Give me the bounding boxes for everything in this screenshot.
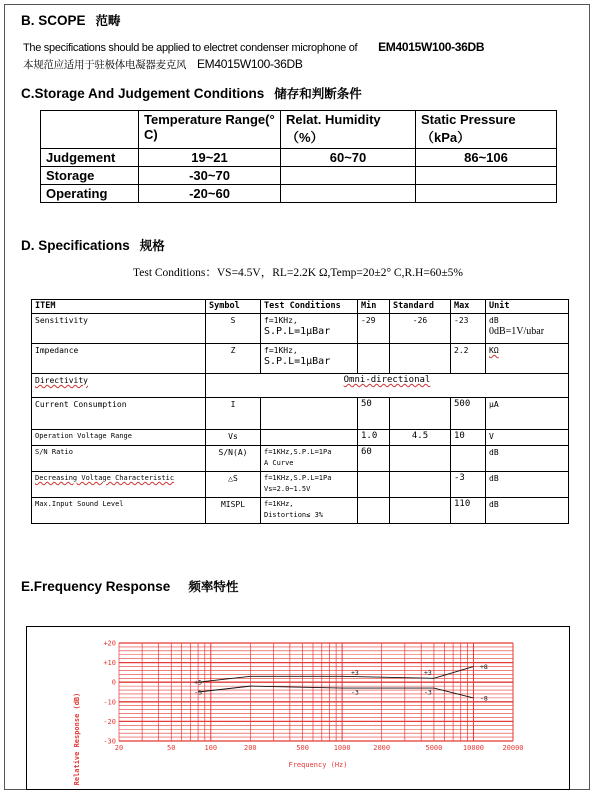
spec-max: -23 bbox=[451, 314, 486, 344]
response-limit-line bbox=[198, 686, 473, 698]
limit-annotation: +3 bbox=[350, 668, 359, 677]
specs-row-directivity bbox=[32, 374, 569, 398]
storage-header-humidity: Relat. Humidity（%） bbox=[281, 111, 416, 149]
spec-cond-1: f=1KHz, bbox=[264, 346, 298, 355]
spec-max: 110 bbox=[451, 498, 486, 524]
spec-unit-2: 0dB=1V/ubar bbox=[489, 326, 545, 337]
limit-annotation: +5 bbox=[194, 678, 202, 687]
y-tick-label: +10 bbox=[103, 659, 116, 668]
storage-heading bbox=[21, 84, 362, 102]
specs-row-impedance bbox=[32, 344, 569, 374]
specs-row-current bbox=[32, 398, 569, 430]
limit-annotation: +3 bbox=[424, 668, 432, 677]
spec-unit: dB bbox=[486, 446, 569, 472]
specs-header-item: ITEM bbox=[32, 300, 206, 314]
spec-standard bbox=[390, 446, 451, 472]
spec-conditions bbox=[261, 430, 358, 446]
scope-text-en: The specifications should be applied to electret condenser microphone of bbox=[23, 42, 358, 54]
frequency-response-chart bbox=[27, 627, 569, 789]
spec-max bbox=[451, 446, 486, 472]
y-axis-label: Relative Response (dB) bbox=[73, 692, 81, 786]
specs-heading-text: D. Specifications bbox=[21, 238, 130, 253]
limit-annotation: -5 bbox=[194, 688, 202, 697]
freq-heading-cn: 频率特性 bbox=[188, 579, 239, 594]
spec-conditions bbox=[261, 446, 358, 472]
storage-temperature: -30~70 bbox=[139, 167, 281, 185]
spec-conditions bbox=[261, 472, 358, 498]
storage-temperature: -20~60 bbox=[139, 185, 281, 203]
limit-annotation: -3 bbox=[350, 688, 359, 697]
spec-cond-2: Vs=2.0~1.5V bbox=[264, 485, 311, 493]
spec-min: -29 bbox=[358, 314, 390, 344]
spec-cond-2: Distortion≤ 3% bbox=[264, 511, 324, 519]
x-axis-label: Frequency (Hz) bbox=[288, 761, 348, 769]
spec-standard bbox=[390, 398, 451, 430]
storage-pressure: 86~106 bbox=[416, 149, 557, 167]
spec-merged-text: Omni-directional bbox=[343, 375, 431, 385]
spec-item: Current Consumption bbox=[32, 398, 206, 430]
specs-header-row bbox=[32, 300, 569, 314]
spec-standard bbox=[390, 498, 451, 524]
spec-conditions bbox=[261, 314, 358, 344]
spec-unit bbox=[486, 314, 569, 344]
specs-heading-cn: 规格 bbox=[139, 238, 165, 253]
specs-table bbox=[31, 299, 569, 524]
spec-cond-2: S.P.L=1μBar bbox=[264, 326, 331, 337]
spec-item: Operation Voltage Range bbox=[32, 430, 206, 446]
storage-row-storage bbox=[41, 167, 557, 185]
specs-header-conditions: Test Conditions bbox=[261, 300, 358, 314]
spec-item bbox=[32, 472, 206, 498]
scope-text-cn: 本规范应适用于驻极体电凝器麦克风 bbox=[23, 59, 187, 71]
spec-min bbox=[358, 498, 390, 524]
scope-model-en: EM4015W100-36DB bbox=[378, 40, 485, 54]
storage-label: Operating bbox=[41, 185, 139, 203]
spec-unit bbox=[486, 344, 569, 374]
specs-header-max: Max bbox=[451, 300, 486, 314]
spec-cond-2: A Curve bbox=[264, 459, 294, 467]
storage-heading-text: C.Storage And Judgement Conditions bbox=[21, 86, 265, 101]
y-tick-label: -20 bbox=[103, 717, 116, 726]
specs-row-sn bbox=[32, 446, 569, 472]
spec-max: -3 bbox=[451, 472, 486, 498]
frequency-chart-box bbox=[26, 626, 570, 790]
specs-header-standard: Standard bbox=[390, 300, 451, 314]
spec-item: Impedance bbox=[32, 344, 206, 374]
specs-header-min: Min bbox=[358, 300, 390, 314]
freq-heading bbox=[21, 577, 238, 595]
test-conditions: Test Conditions：VS=4.5V，RL=2.2K Ω,Temp=20±2° C,R.H=60±5% bbox=[133, 267, 463, 279]
spec-item: Sensitivity bbox=[32, 314, 206, 344]
limit-annotation: -8 bbox=[479, 694, 488, 703]
x-tick-label: 1000 bbox=[333, 744, 351, 752]
x-tick-label: 500 bbox=[296, 744, 309, 752]
y-tick-label: +20 bbox=[103, 639, 116, 648]
storage-label: Judgement bbox=[41, 149, 139, 167]
scope-heading-cn: 范畴 bbox=[95, 13, 121, 28]
spec-cond-1: f=1KHz, bbox=[264, 500, 294, 508]
spec-standard bbox=[390, 472, 451, 498]
y-tick-label: -30 bbox=[103, 737, 116, 746]
limit-annotation: -3 bbox=[424, 688, 432, 697]
spec-symbol: MISPL bbox=[206, 498, 261, 524]
specs-header-unit: Unit bbox=[486, 300, 569, 314]
spec-unit-1: dB bbox=[489, 316, 499, 325]
storage-header-temperature: Temperature Range(° C) bbox=[139, 111, 281, 149]
spec-item bbox=[32, 374, 206, 398]
limit-annotation: +8 bbox=[479, 663, 488, 672]
storage-table bbox=[40, 110, 557, 203]
spec-cond-1: f=1KHz,S.P.L=1Pa bbox=[264, 448, 332, 456]
spec-item-text: Directivity bbox=[35, 376, 88, 385]
storage-label: Storage bbox=[41, 167, 139, 185]
spec-unit-1: KΩ bbox=[489, 346, 499, 355]
spec-item: S/N Ratio bbox=[32, 446, 206, 472]
storage-pressure bbox=[416, 185, 557, 203]
spec-unit: μA bbox=[486, 398, 569, 430]
spec-merged bbox=[206, 374, 569, 398]
x-tick-label: 2000 bbox=[373, 744, 391, 752]
x-tick-label: 100 bbox=[204, 744, 218, 752]
spec-symbol: △S bbox=[206, 472, 261, 498]
specs-heading bbox=[21, 236, 165, 254]
spec-unit: dB bbox=[486, 472, 569, 498]
scope-model-cn: EM4015W100-36DB bbox=[196, 57, 303, 71]
scope-heading bbox=[21, 11, 121, 29]
storage-header-pressure: Static Pressure（kPa） bbox=[416, 111, 557, 149]
x-tick-label: 20 bbox=[114, 744, 124, 752]
x-tick-label: 200 bbox=[244, 744, 257, 752]
spec-item: Max.Input Sound Level bbox=[32, 498, 206, 524]
chart-grid bbox=[119, 643, 513, 741]
storage-temperature: 19~21 bbox=[139, 149, 281, 167]
storage-row-judgement bbox=[41, 149, 557, 167]
spec-cond-2: S.P.L=1μBar bbox=[264, 356, 331, 367]
spec-conditions bbox=[261, 344, 358, 374]
storage-header-row bbox=[41, 111, 557, 149]
spec-min bbox=[358, 344, 390, 374]
scope-line-cn bbox=[23, 57, 303, 72]
storage-heading-cn: 储存和判断条件 bbox=[274, 86, 362, 101]
spec-standard: 4.5 bbox=[390, 430, 451, 446]
spec-item-text: Decreasing Voltage Characteristic bbox=[35, 474, 175, 482]
spec-symbol: Vs bbox=[206, 430, 261, 446]
specs-row-max-input bbox=[32, 498, 569, 524]
storage-header-blank bbox=[41, 111, 139, 149]
spec-standard: -26 bbox=[390, 314, 451, 344]
spec-standard bbox=[390, 344, 451, 374]
specs-row-sensitivity bbox=[32, 314, 569, 344]
specs-row-decreasing bbox=[32, 472, 569, 498]
spec-min: 60 bbox=[358, 446, 390, 472]
spec-symbol: S bbox=[206, 314, 261, 344]
storage-humidity bbox=[281, 167, 416, 185]
storage-pressure bbox=[416, 167, 557, 185]
x-tick-label: 50 bbox=[167, 744, 176, 752]
y-tick-label: -10 bbox=[103, 698, 116, 707]
specs-row-voltage bbox=[32, 430, 569, 446]
spec-conditions bbox=[261, 498, 358, 524]
spec-symbol: I bbox=[206, 398, 261, 430]
spec-min bbox=[358, 472, 390, 498]
spec-unit: dB bbox=[486, 498, 569, 524]
spec-symbol: Z bbox=[206, 344, 261, 374]
spec-max: 10 bbox=[451, 430, 486, 446]
x-tick-label: 20000 bbox=[502, 744, 524, 752]
spec-cond-1: f=1KHz,S.P.L=1Pa bbox=[264, 474, 332, 482]
storage-row-operating bbox=[41, 185, 557, 203]
spec-cond-1: f=1KHz, bbox=[264, 316, 298, 325]
spec-min: 1.0 bbox=[358, 430, 390, 446]
spec-unit: V bbox=[486, 430, 569, 446]
spec-conditions bbox=[261, 398, 358, 430]
y-tick-label: 0 bbox=[111, 678, 116, 687]
storage-humidity: 60~70 bbox=[281, 149, 416, 167]
spec-min: 50 bbox=[358, 398, 390, 430]
spec-max: 2.2 bbox=[451, 344, 486, 374]
x-tick-label: 10000 bbox=[462, 744, 485, 752]
spec-symbol: S/N(A) bbox=[206, 446, 261, 472]
storage-humidity bbox=[281, 185, 416, 203]
scope-heading-text: B. SCOPE bbox=[21, 13, 86, 28]
freq-heading-text: E.Frequency Response bbox=[21, 579, 171, 594]
specs-header-symbol: Symbol bbox=[206, 300, 261, 314]
x-tick-label: 5000 bbox=[425, 744, 443, 752]
scope-line-en bbox=[23, 40, 484, 54]
spec-max: 500 bbox=[451, 398, 486, 430]
